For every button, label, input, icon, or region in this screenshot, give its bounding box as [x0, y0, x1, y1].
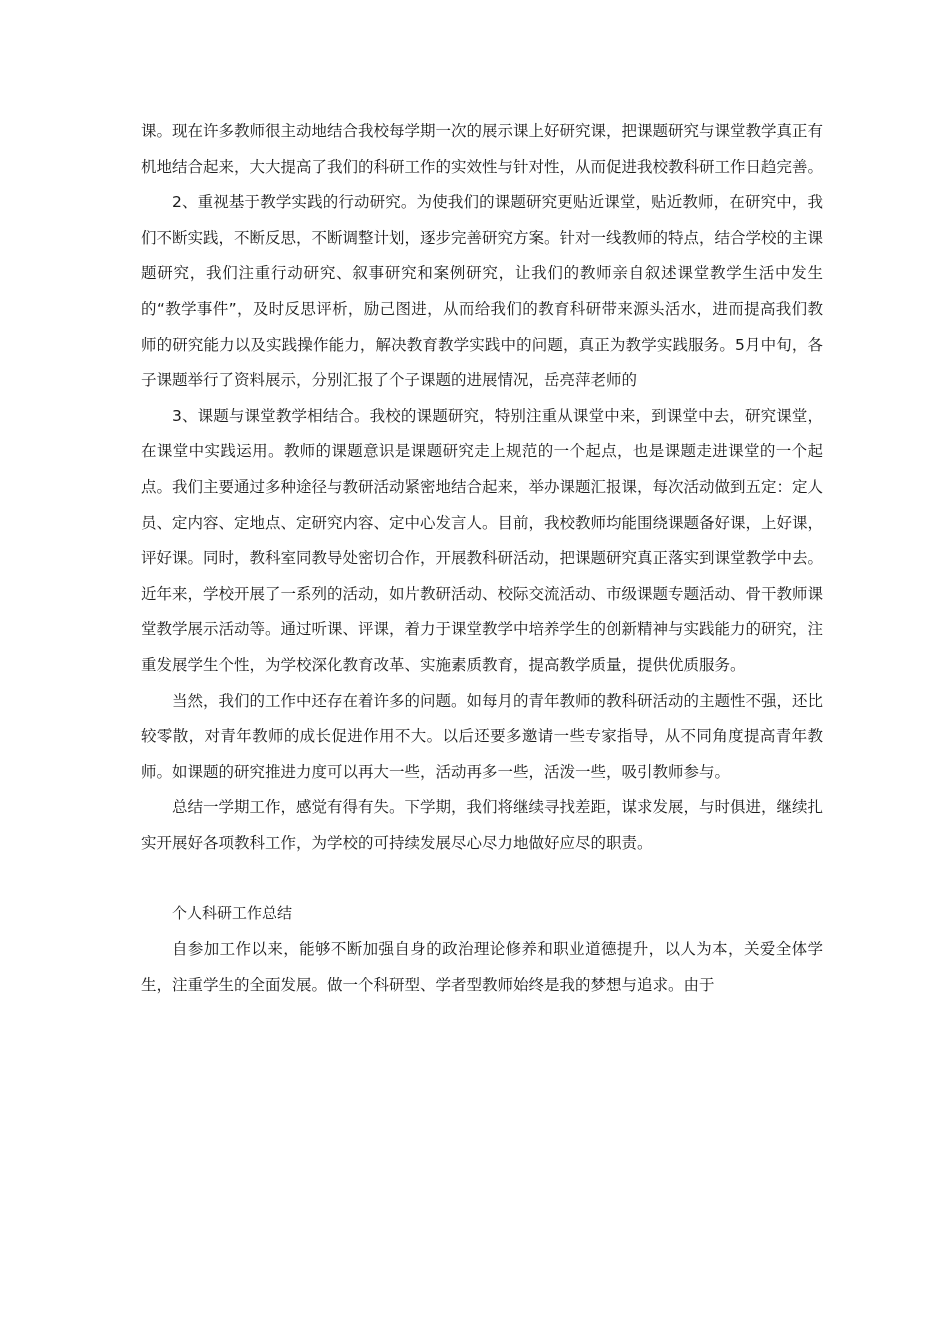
section-title: 个人科研工作总结 [172, 904, 293, 923]
paragraph-classroom-integration: 3、课题与课堂教学相结合。我校的课题研究，特别注重从课堂中来，到课堂中去，研究课堂，在课堂中实践运用。教师的课题意识是课题研究走上规范的一个起点，也是课题走进课堂的一个起点。我们主要通过多种途径与教研活动紧密地结合起来，举办课题汇报课，每次活动做到五定：定人员、定内容、定地点、定研究内容、定中心发言人。目前，我校教师均能围绕课题备好课，上好课，评好课。同时，教科室同教导处密切合作，开展教科研活动，把课题研究真正落实到课堂教学中去。近年来，学校开展了一系列的活动，如片教研活动、校际交流活动、市级课题专题活动、骨干教师课堂教学展示活动等。通过听课、评课，着力于课堂教学中培养学生的创新精神与实践能力的研究，注重发展学生个性，为学校深化教育改革、实施素质教育，提高教学质量，提供优质服务。 [141, 406, 824, 674]
paragraph-conclusion: 总结一学期工作，感觉有得有失。下学期，我们将继续寻找差距，谋求发展，与时俱进，继续扎实开展好各项教科工作，为学校的可持续发展尽心尽力地做好应尽的职责。 [141, 798, 824, 852]
document-page [141, 114, 823, 1003]
paragraph-action-research: 2、重视基于教学实践的行动研究。为使我们的课题研究更贴近课堂，贴近教师，在研究中，我们不断实践，不断反思，不断调整计划，逐步完善研究方案。针对一线教师的特点，结合学校的主课题研究，我们注重行动研究、叙事研究和案例研究，让我们的教师亲自叙述课堂教学生活中发生的“教学事件”，及时反思评析，励己图进，从而给我们的教育科研带来源头活水，进而提高我们教师的研究能力以及实践操作能力，解决教育教学实践中的问题，真正为教学实践服务。5月中旬，各子课题举行了资料展示，分别汇报了个子课题的进展情况，岳亮萍老师的 [141, 193, 824, 390]
paragraph-continuation: 课。现在许多教师很主动地结合我校每学期一次的展示课上好研究课，把课题研究与课堂教学真正有机地结合起来，大大提高了我们的科研工作的实效性与针对性，从而促进我校教科研工作日趋完善。 [141, 122, 824, 176]
paragraph-problems: 当然，我们的工作中还存在着许多的问题。如每月的青年教师的教科研活动的主题性不强，还比较零散，对青年教师的成长促进作用不大。以后还要多邀请一些专家指导，从不同角度提高青年教师。如课题的研究推进力度可以再大一些，活动再多一些，活泼一些，吸引教师参与。 [141, 691, 824, 781]
paragraph-personal-intro: 自参加工作以来，能够不断加强自身的政治理论修养和职业道德提升，以人为本，关爱全体学生，注重学生的全面发展。做一个科研型、学者型教师始终是我的梦想与追求。由于 [141, 940, 823, 994]
